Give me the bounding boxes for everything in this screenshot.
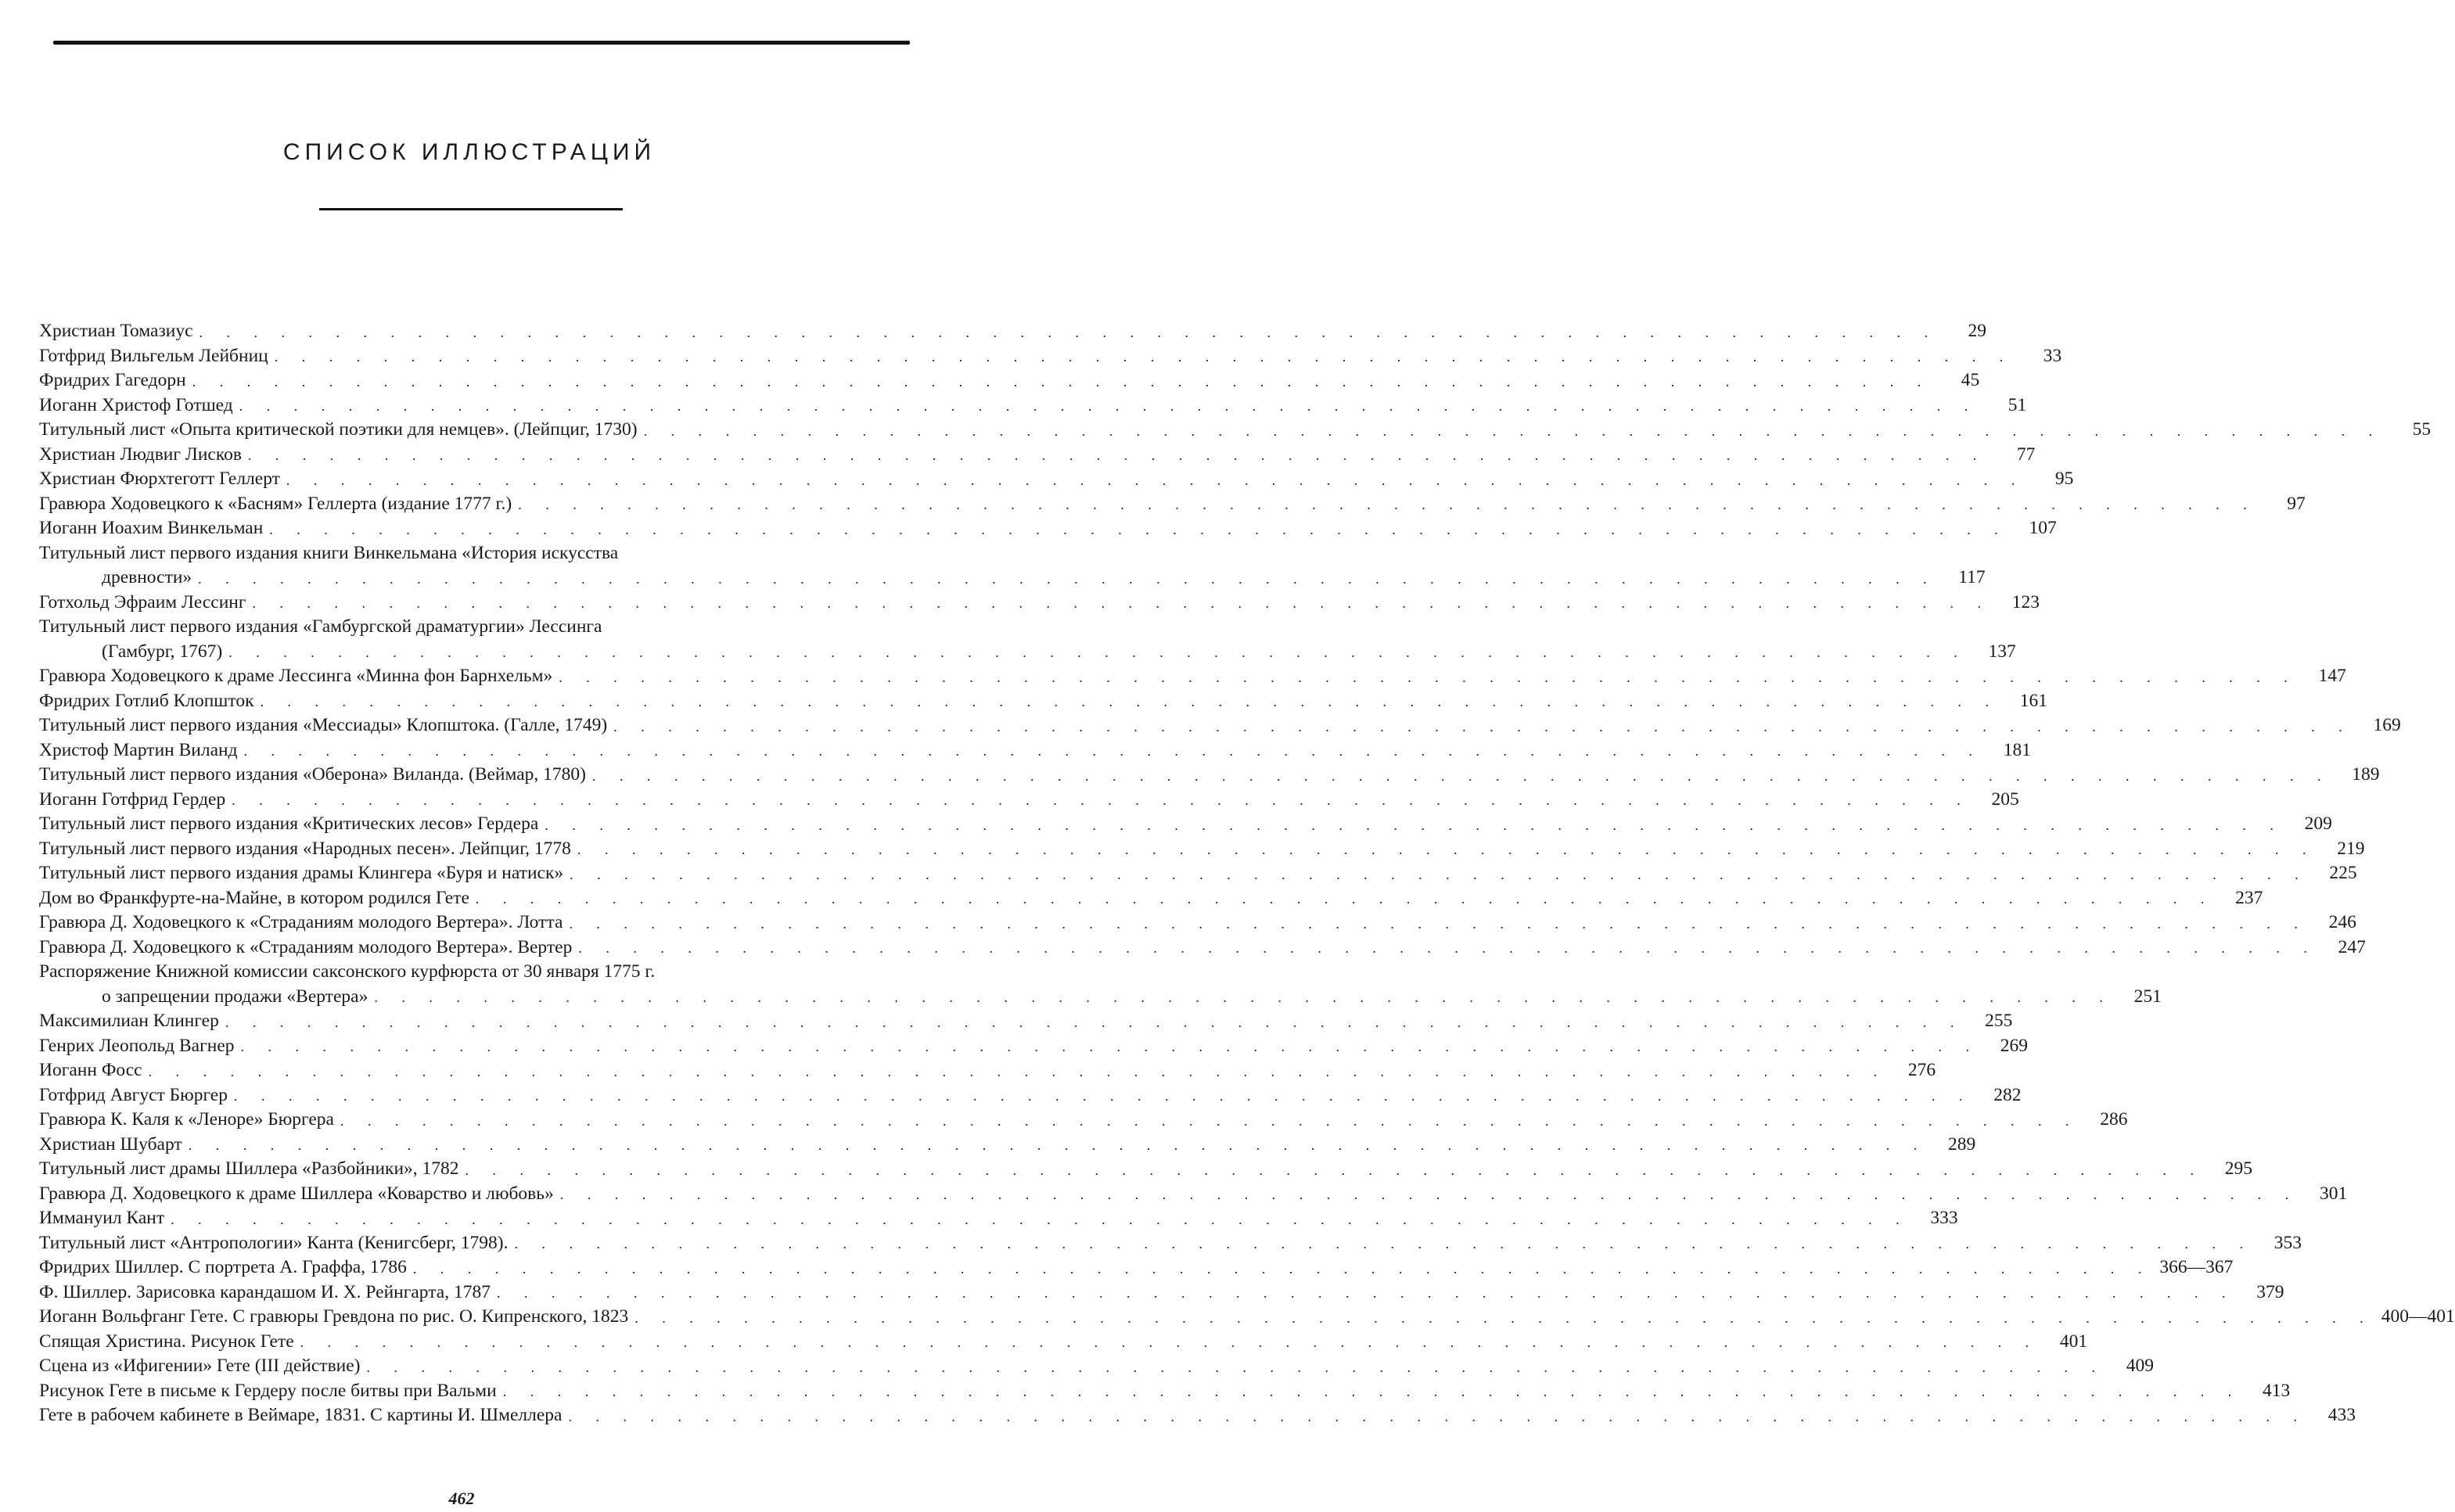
entry-page-number: 33 — [2043, 345, 2062, 366]
entry-page-number: 107 — [2029, 518, 2057, 538]
entry-page-number: 219 — [2337, 838, 2365, 859]
entry-title: Дом во Франкфурте-на-Майне, в котором родился Гете — [39, 887, 469, 908]
toc-entry — [39, 1083, 2022, 1108]
toc-entry — [39, 960, 2162, 1009]
entry-title-continued: древности» — [102, 567, 192, 587]
toc-entry — [39, 1206, 1958, 1231]
toc-entry — [39, 1182, 2348, 1207]
toc-entry — [39, 1305, 2455, 1330]
entry-title: Титульный лист первого издания «Гамбургской драматургии» Лессинга — [39, 616, 602, 637]
entry-page-number: 409 — [2126, 1356, 2155, 1376]
dot-leader: . . . . . . . . . . . . . . . . . . . . . . . . . . . . . . . . . . . . . . . . . . . . . . . . . . . . . . . . . . . . . . . . — [243, 743, 1983, 759]
toc-entry — [39, 443, 2036, 468]
toc-entry — [39, 1280, 2284, 1305]
entry-title: Титульный лист первого издания драмы Клингера «Буря и натиск» — [39, 863, 564, 883]
dot-leader: . . . . . . . . . . . . . . . . . . . . . . . . . . . . . . . . . . . . . . . . . . . . . . . . . . . . . . . . . . . . . . . . — [171, 1211, 1910, 1227]
entry-title: Иммануил Кант — [39, 1208, 165, 1228]
entry-title: Титульный лист первого издания «Народных песен». Лейпциг, 1778 — [39, 838, 571, 859]
entry-title: Титульный лист драмы Шиллера «Разбойники», 1782 — [39, 1158, 459, 1179]
entry-title: Сцена из «Ифигении» Гете (III действие) — [39, 1356, 361, 1376]
entry-page-number: 237 — [2235, 887, 2263, 908]
entry-page-number: 137 — [1988, 641, 2016, 662]
entry-page-number: 225 — [2329, 863, 2357, 883]
entry-title: Готфрид Август Бюргер — [39, 1084, 228, 1105]
illustrations-list — [39, 319, 2455, 1428]
entry-title: Иоганн Фосс — [39, 1060, 142, 1080]
toc-entry — [39, 393, 2027, 418]
entry-page-number: 255 — [1985, 1011, 2013, 1031]
toc-entry — [39, 368, 1980, 393]
dot-leader: . . . . . . . . . . . . . . . . . . . . . . . . . . . . . . . . . . . . . . . . . . . . . . . . . . . . . . . . . . . . . . . . — [148, 1063, 1888, 1079]
dot-leader: . . . . . . . . . . . . . . . . . . . . . . . . . . . . . . . . . . . . . . . . . . . . . . . . . . . . . . . . . . . . . . . . — [192, 373, 1932, 390]
entry-page-number: 181 — [2003, 739, 2032, 760]
dot-leader: . . . . . . . . . . . . . . . . . . . . . . . . . . . . . . . . . . . . . . . . . . . . . . . . . . . . . . . . . . . . . . . . — [188, 1137, 1928, 1153]
toc-entry — [39, 591, 2040, 616]
entry-page-number: 251 — [2133, 986, 2162, 1007]
entry-title-continued: (Гамбург, 1767) — [102, 641, 223, 662]
dot-leader: . . . . . . . . . . . . . . . . . . . . . . . . . . . . . . . . . . . . . . . . . . . . . . . . . . . . . . . . . . . . . . . . — [300, 1334, 2040, 1350]
dot-leader: . . . . . . . . . . . . . . . . . . . . . . . . . . . . . . . . . . . . . . . . . . . . . . . . . . . . . . . . . . . . . . . . — [366, 1359, 2106, 1375]
entry-page-number: 289 — [1947, 1133, 1976, 1155]
toc-entry — [39, 910, 2356, 936]
dot-leader: . . . . . . . . . . . . . . . . . . . . . . . . . . . . . . . . . . . . . . . . . . . . . . . . . . . . . . . . . . . . . . . . — [228, 645, 1968, 660]
dot-leader: . . . . . . . . . . . . . . . . . . . . . . . . . . . . . . . . . . . . . . . . . . . . . . . . . . . . . . . . . . . . . . . . — [198, 570, 1937, 587]
entry-page-number: 282 — [1993, 1084, 2022, 1105]
entry-title: Христиан Фюрхтеготт Геллерт — [39, 469, 280, 489]
toc-entry — [39, 788, 2019, 813]
dot-leader: . . . . . . . . . . . . . . . . . . . . . . . . . . . . . . . . . . . . . . . . . . . . . . . . . . . . . . . . . . . . . . . . — [260, 694, 2000, 709]
dot-leader: . . . . . . . . . . . . . . . . . . . . . . . . . . . . . . . . . . . . . . . . . . . . . . . . . . . . . . . . . . . . . . . . — [286, 472, 2025, 488]
entry-title: Титульный лист «Опыта критической поэтики для немцев». (Лейпциг, 1730) — [39, 419, 638, 440]
entry-page-number: 97 — [2287, 493, 2306, 514]
entry-page-number: 209 — [2304, 813, 2332, 834]
entry-title: Генрих Леопольд Вагнер — [39, 1035, 235, 1056]
page-title: СПИСОК ИЛЛЮСТРАЦИЙ — [282, 139, 656, 165]
toc-entry — [39, 1379, 2291, 1404]
toc-entry — [39, 886, 2263, 911]
entry-page-number: 366—367 — [2159, 1257, 2234, 1277]
toc-entry — [39, 1255, 2234, 1280]
dot-leader: . . . . . . . . . . . . . . . . . . . . . . . . . . . . . . . . . . . . . . . . . . . . . . . . . . . . . . . . . . . . . . . . — [570, 866, 2309, 882]
entry-title: Титульный лист первого издания книги Винкельмана «История искусства — [39, 542, 619, 563]
top-rule — [53, 41, 910, 45]
entry-title: Гравюра Ходовецкого к «Басням» Геллерта (издание 1777 г.) — [39, 493, 512, 514]
entry-page-number: 246 — [2328, 912, 2356, 932]
entry-page-number: 189 — [2352, 764, 2380, 785]
entry-title: Рисунок Гете в письме к Гердеру после битвы при Вальми — [39, 1380, 497, 1401]
dot-leader: . . . . . . . . . . . . . . . . . . . . . . . . . . . . . . . . . . . . . . . . . . . . . . . . . . . . . . . . . . . . . . . . — [274, 349, 2014, 365]
dot-leader: . . . . . . . . . . . . . . . . . . . . . . . . . . . . . . . . . . . . . . . . . . . . . . . . . . . . . . . . . . . . . . . . — [247, 447, 1987, 463]
entry-title: Христиан Шубарт — [39, 1133, 182, 1155]
entry-title: Фридрих Шиллер. С портрета А. Граффа, 1786 — [39, 1257, 407, 1277]
entry-page-number: 77 — [2016, 444, 2036, 465]
dot-leader: . . . . . . . . . . . . . . . . . . . . . . . . . . . . . . . . . . . . . . . . . . . . . . . . . . . . . . . . . . . . . . . . — [199, 324, 1939, 340]
entry-page-number: 55 — [2412, 419, 2432, 440]
entry-title: Иоганн Иоахим Винкельман — [39, 518, 264, 538]
entry-title: Гравюра Ходовецкого к драме Лессинга «Минна фон Барнхельм» — [39, 666, 553, 686]
toc-entry — [39, 344, 2062, 369]
toc-entry — [39, 763, 2380, 788]
dot-leader: . . . . . . . . . . . . . . . . . . . . . . . . . . . . . . . . . . . . . . . . . . . . . . . . . . . . . . . . . . . . . . . . — [591, 767, 2331, 784]
entry-title: Гравюра Д. Ходовецкого к драме Шиллера «Коварство и любовь» — [39, 1183, 554, 1204]
entry-title: Ф. Шиллер. Зарисовка карандашом И. Х. Рейнгарта, 1787 — [39, 1281, 491, 1302]
toc-entry — [39, 1354, 2155, 1379]
entry-page-number: 301 — [2319, 1183, 2348, 1204]
dot-leader: . . . . . . . . . . . . . . . . . . . . . . . . . . . . . . . . . . . . . . . . . . . . . . . . . . . . . . . . . . . . . . . . — [502, 1384, 2242, 1399]
entry-title: Христиан Людвиг Лисков — [39, 444, 242, 465]
toc-entry — [39, 1133, 1976, 1158]
entry-page-number: 51 — [2007, 394, 2027, 415]
dot-leader: . . . . . . . . . . . . . . . . . . . . . . . . . . . . . . . . . . . . . . . . . . . . . . . . . . . . . . . . . . . . . . . . — [613, 718, 2353, 734]
entry-title: Иоганн Вольфганг Гете. С гравюры Гревдона по рис. О. Кипренского, 1823 — [39, 1306, 629, 1327]
toc-entry — [39, 664, 2346, 689]
entry-title: Фридрих Готлиб Клопшток — [39, 690, 254, 711]
toc-entry — [39, 418, 2432, 443]
entry-title: Иоганн Христоф Готшед — [39, 394, 233, 415]
entry-title: Титульный лист первого издания «Мессиады» Клопштока. (Галле, 1749) — [39, 715, 608, 735]
toc-entry — [39, 936, 2366, 961]
entry-page-number: 379 — [2256, 1281, 2284, 1302]
dot-leader: . . . . . . . . . . . . . . . . . . . . . . . . . . . . . . . . . . . . . . . . . . . . . . . . . . . . . . . . . . . . . . . . — [514, 1236, 2253, 1252]
dot-leader: . . . . . . . . . . . . . . . . . . . . . . . . . . . . . . . . . . . . . . . . . . . . . . . . . . . . . . . . . . . . . . . . — [643, 422, 2383, 439]
entry-title: Титульный лист «Антропологии» Канта (Кенигсберг, 1798). — [39, 1232, 509, 1253]
dot-leader: . . . . . . . . . . . . . . . . . . . . . . . . . . . . . . . . . . . . . . . . . . . . . . . . . . . . . . . . . . . . . . . . — [239, 398, 1979, 414]
entry-page-number: 169 — [2373, 715, 2401, 735]
toc-entry — [39, 1330, 2088, 1355]
entry-page-number: 400—401 — [2381, 1306, 2455, 1327]
toc-entry — [39, 812, 2332, 837]
entry-title: Христиан Томазиус — [39, 321, 193, 341]
dot-leader: . . . . . . . . . . . . . . . . . . . . . . . . . . . . . . . . . . . . . . . . . . . . . . . . . . . . . . . . . . . . . . . . — [569, 915, 2308, 932]
entry-page-number: 333 — [1930, 1208, 1958, 1228]
entry-title: Иоганн Готфрид Гердер — [39, 788, 226, 810]
toc-entry — [39, 541, 1986, 591]
dot-leader: . . . . . . . . . . . . . . . . . . . . . . . . . . . . . . . . . . . . . . . . . . . . . . . . . . . . . . . . . . . . . . . . — [496, 1285, 2236, 1301]
entry-title-continued: о запрещении продажи «Вертера» — [102, 986, 368, 1007]
entry-title: Гравюра К. Каля к «Леноре» Бюргера — [39, 1109, 334, 1130]
dot-leader: . . . . . . . . . . . . . . . . . . . . . . . . . . . . . . . . . . . . . . . . . . . . . . . . . . . . . . . . . . . . . . . . — [269, 521, 2008, 537]
dot-leader: . . . . . . . . . . . . . . . . . . . . . . . . . . . . . . . . . . . . . . . . . . . . . . . . . . . . . . . . . . . . . . . . — [232, 792, 1971, 808]
dot-leader: . . . . . . . . . . . . . . . . . . . . . . . . . . . . . . . . . . . . . . . . . . . . . . . . . . . . . . . . . . . . . . . . — [578, 940, 2317, 956]
entry-page-number: 433 — [2327, 1405, 2356, 1425]
dot-leader: . . . . . . . . . . . . . . . . . . . . . . . . . . . . . . . . . . . . . . . . . . . . . . . . . . . . . . . . . . . . . . . . — [233, 1088, 1973, 1104]
dot-leader: . . . . . . . . . . . . . . . . . . . . . . . . . . . . . . . . . . . . . . . . . . . . . . . . . . . . . . . . . . . . . . . . — [475, 891, 2215, 907]
toc-entry — [39, 1058, 1936, 1083]
entry-title: Готфрид Вильгельм Лейбниц — [39, 345, 268, 366]
entry-title: Фридрих Гагедорн — [39, 370, 186, 390]
entry-title: Спящая Христина. Рисунок Гете — [39, 1331, 294, 1352]
entry-page-number: 401 — [2059, 1331, 2088, 1352]
entry-page-number: 161 — [2019, 690, 2048, 711]
dot-leader: . . . . . . . . . . . . . . . . . . . . . . . . . . . . . . . . . . . . . . . . . . . . . . . . . . . . . . . . . . . . . . . . — [412, 1260, 2152, 1277]
dot-leader: . . . . . . . . . . . . . . . . . . . . . . . . . . . . . . . . . . . . . . . . . . . . . . . . . . . . . . . . . . . . . . . . — [225, 1014, 1964, 1030]
toc-entry — [39, 713, 2401, 738]
dot-leader: . . . . . . . . . . . . . . . . . . . . . . . . . . . . . . . . . . . . . . . . . . . . . . . . . . . . . . . . . . . . . . . . — [340, 1112, 2079, 1129]
entry-title: Гравюра Д. Ходовецкого к «Страданиям молодого Вертера». Лотта — [39, 912, 563, 932]
entry-page-number: 117 — [1958, 567, 1986, 587]
toc-entry — [39, 1108, 2128, 1133]
entry-title: Распоряжение Книжной комиссии саксонского курфюрста от 30 января 1775 г. — [39, 961, 656, 982]
entry-page-number: 295 — [2224, 1158, 2253, 1179]
toc-entry — [39, 1231, 2302, 1256]
entry-page-number: 147 — [2318, 666, 2346, 686]
dot-leader: . . . . . . . . . . . . . . . . . . . . . . . . . . . . . . . . . . . . . . . . . . . . . . . . . . . . . . . . . . . . . . . . — [252, 595, 1991, 611]
entry-page-number: 45 — [1961, 370, 1980, 390]
entry-title: Титульный лист первого издания «Оберона» Виланда. (Веймар, 1780) — [39, 764, 586, 785]
dot-leader: . . . . . . . . . . . . . . . . . . . . . . . . . . . . . . . . . . . . . . . . . . . . . . . . . . . . . . . . . . . . . . . . — [240, 1039, 1980, 1054]
page-number: 462 — [448, 1489, 475, 1508]
dot-leader: . . . . . . . . . . . . . . . . . . . . . . . . . . . . . . . . . . . . . . . . . . . . . . . . . . . . . . . . . . . . . . . . — [559, 1187, 2299, 1202]
toc-entry — [39, 689, 2048, 714]
toc-entry — [39, 467, 2074, 492]
toc-entry — [39, 492, 2306, 517]
toc-entry — [39, 738, 2032, 763]
entry-page-number: 205 — [1991, 788, 2019, 810]
dot-leader: . . . . . . . . . . . . . . . . . . . . . . . . . . . . . . . . . . . . . . . . . . . . . . . . . . . . . . . . . . . . . . . . — [518, 497, 2257, 512]
toc-entry — [39, 861, 2357, 886]
toc-entry — [39, 837, 2365, 862]
entry-page-number: 123 — [2011, 591, 2040, 612]
entry-page-number: 247 — [2338, 936, 2366, 957]
entry-title: Готхольд Эфраим Лессинг — [39, 591, 246, 612]
entry-page-number: 276 — [1907, 1060, 1936, 1080]
title-rule — [319, 208, 623, 210]
dot-leader: . . . . . . . . . . . . . . . . . . . . . . . . . . . . . . . . . . . . . . . . . . . . . . . . . . . . . . . . . . . . . . . . — [568, 1408, 2307, 1424]
toc-entry — [39, 319, 1987, 344]
toc-entry — [39, 1403, 2356, 1428]
dot-leader: . . . . . . . . . . . . . . . . . . . . . . . . . . . . . . . . . . . . . . . . . . . . . . . . . . . . . . . . . . . . . . . . — [559, 669, 2298, 685]
toc-entry — [39, 1157, 2253, 1182]
entry-title: Максимилиан Клингер — [39, 1011, 219, 1031]
dot-leader: . . . . . . . . . . . . . . . . . . . . . . . . . . . . . . . . . . . . . . . . . . . . . . . . . . . . . . . . . . . . . . . . — [545, 817, 2284, 833]
dot-leader: . . . . . . . . . . . . . . . . . . . . . . . . . . . . . . . . . . . . . . . . . . . . . . . . . . . . . . . . . . . . . . . . — [577, 842, 2317, 857]
entry-title: Христоф Мартин Виланд — [39, 739, 238, 760]
dot-leader: . . . . . . . . . . . . . . . . . . . . . . . . . . . . . . . . . . . . . . . . . . . . . . . . . . . . . . . . . . . . . . . . — [465, 1162, 2205, 1178]
entry-page-number: 413 — [2262, 1380, 2291, 1401]
entry-page-number: 95 — [2054, 469, 2074, 489]
entry-title: Титульный лист первого издания «Критических лесов» Гердера — [39, 813, 539, 834]
entry-page-number: 286 — [2100, 1109, 2128, 1130]
dot-leader: . . . . . . . . . . . . . . . . . . . . . . . . . . . . . . . . . . . . . . . . . . . . . . . . . . . . . . . . . . . . . . . . — [634, 1309, 2374, 1326]
toc-entry — [39, 1034, 2029, 1059]
entry-page-number: 269 — [2000, 1035, 2029, 1056]
toc-entry — [39, 516, 2057, 541]
entry-title: Гравюра Д. Ходовецкого к «Страданиям молодого Вертера». Вертер — [39, 936, 573, 957]
toc-entry — [39, 1009, 2013, 1034]
toc-entry — [39, 615, 2016, 664]
entry-title: Гете в рабочем кабинете в Веймаре, 1831. С картины И. Шмеллера — [39, 1405, 563, 1425]
entry-page-number: 29 — [1968, 321, 1987, 341]
entry-page-number: 353 — [2273, 1232, 2302, 1253]
dot-leader: . . . . . . . . . . . . . . . . . . . . . . . . . . . . . . . . . . . . . . . . . . . . . . . . . . . . . . . . . . . . . . . . — [374, 989, 2113, 1005]
